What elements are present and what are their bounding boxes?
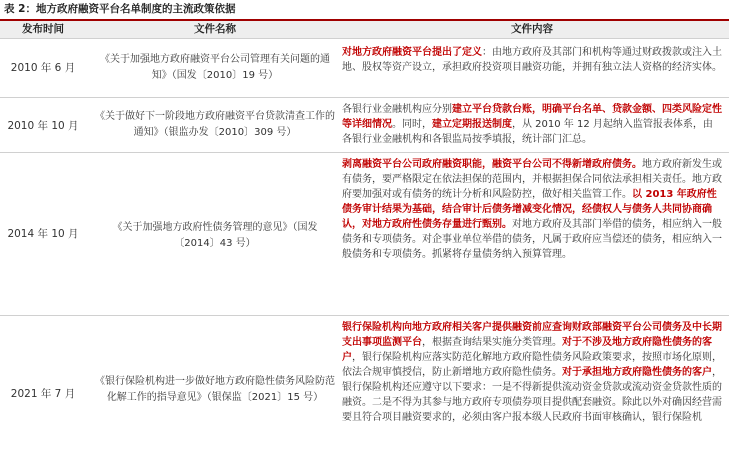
highlight-text: 对于不涉及地方政府隐性债务的客户 bbox=[342, 337, 712, 363]
content-text: ，银行保险机构还应遵守以下要求：一是不得新提供流动资金贷款或流动资金贷款性质的融资。二是不得为其参与地方政府专项债券项目提供配套融资。除此以外对确因经营需要且符合项目融资要求的，必须由客户报本级人民政府书面审核确认，银行保险机 bbox=[342, 367, 722, 423]
header-date: 发布时间 bbox=[22, 23, 64, 35]
row-date: 2010 年 10 月 bbox=[7, 120, 79, 132]
row-date: 2014 年 10 月 bbox=[7, 228, 79, 240]
header-content: 文件内容 bbox=[511, 23, 553, 35]
table-row bbox=[0, 315, 729, 452]
content-text: 地方政府新发生或有债务，要严格限定在依法担保的范围内，并根据担保合同依法承担相关责任。地方政府要加强对或有债务的统计分析和风险防控，做好相关监管工作。 bbox=[342, 159, 722, 200]
row-doc: 《银行保险机构进一步做好地方政府隐性债务风险防范化解工作的指导意见》（银保监〔2021〕15 号） bbox=[95, 376, 335, 403]
highlight-text: 银行保险机构向地方政府相关客户提供融资前应查询财政部融资平台公司债务及中长期支出事项监测平台 bbox=[342, 322, 722, 348]
content-text: 各银行业金融机构应分别 bbox=[342, 104, 452, 115]
row-content bbox=[342, 102, 722, 147]
row-content bbox=[342, 157, 722, 262]
highlight-text: 剥离融资平台公司政府融资职能，融资平台公司不得新增政府债务。 bbox=[342, 159, 642, 170]
table-caption: 表 2：地方政府融资平台名单制度的主流政策依据 bbox=[4, 3, 236, 15]
content-text: 。同时， bbox=[392, 119, 432, 130]
content-text: ，根据查询结果实施分类管理。 bbox=[422, 337, 562, 348]
highlight-text: 以 2013 年政府性债务审计结果为基础，结合审计后债务增减变化情况，经债权人与债务人共同协商确认，对地方政府性债务存量进行甄别。 bbox=[342, 189, 717, 230]
content-text: ，从 2010 年 12 月起纳入监管报表体系，由各银行业金融机构和各银监局按季填报，统计部门汇总。 bbox=[342, 119, 713, 145]
highlight-text: 建立定期报送制度 bbox=[432, 119, 512, 130]
policy-table bbox=[0, 19, 729, 450]
header-doc: 文件名称 bbox=[194, 23, 236, 35]
content-text: ：由地方政府及其部门和机构等通过财政拨款或注入土地、股权等资产设立，承担政府投资项目融资功能，并拥有独立法人资格的经济实体。 bbox=[342, 47, 722, 73]
highlight-text: 对于承担地方政府隐性债务的客户 bbox=[562, 367, 712, 378]
table-row bbox=[0, 97, 729, 152]
row-content bbox=[342, 320, 722, 425]
table-row bbox=[0, 152, 729, 315]
row-doc: 《关于加强地方政府性债务管理的意见》（国发〔2014〕43 号） bbox=[112, 222, 318, 249]
row-date: 2021 年 7 月 bbox=[10, 388, 76, 400]
highlight-text: 建立平台贷款台账，明确平台名单、贷款金额、四类风险定性等详细情况 bbox=[342, 104, 722, 130]
highlight-text: 对地方政府融资平台提出了定义 bbox=[342, 47, 482, 58]
content-text: 对地方政府及其部门举借的债务，相应纳入一般债务和专项债务。对企事业单位举借的债务，凡属于政府应当偿还的债务，相应纳入一般债务和专项债务。抓紧将存量债务纳入预算管理。 bbox=[342, 219, 722, 260]
table-row bbox=[0, 38, 729, 97]
row-doc: 《关于做好下一阶段地方政府融资平台贷款清查工作的通知》（银监办发〔2010〕309 号） bbox=[95, 111, 335, 138]
row-doc: 《关于加强地方政府融资平台公司管理有关问题的通知》（国发〔2010〕19 号） bbox=[100, 54, 330, 81]
content-text: ，银行保险机构应落实防范化解地方政府隐性债务风险政策要求，按照市场化原则，依法合规审慎授信，防止新增地方政府隐性债务。 bbox=[342, 352, 722, 378]
table-header bbox=[0, 21, 729, 38]
row-date: 2010 年 6 月 bbox=[10, 62, 76, 74]
row-content bbox=[342, 45, 722, 75]
